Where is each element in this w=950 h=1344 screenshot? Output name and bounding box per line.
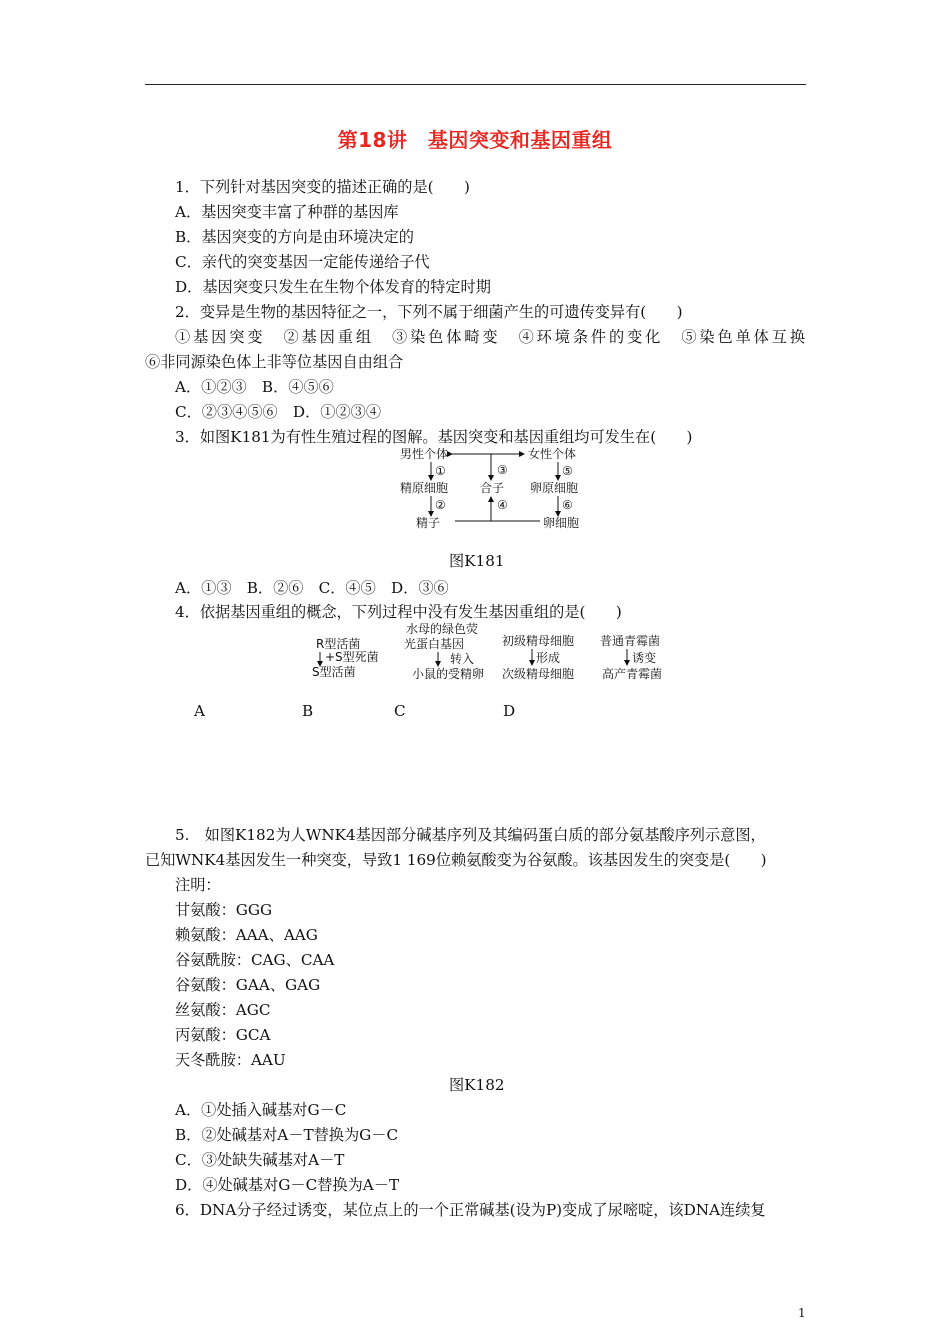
q5-codon-lys: 赖氨酸：AAA、AAG — [175, 926, 318, 944]
fig-zygote: 合子 — [480, 481, 505, 495]
q1-stem: 1．下列针对基因突变的描述正确的是( ) — [175, 178, 470, 196]
q1-option-c: C．亲代的突变基因一定能传递给子代 — [175, 253, 430, 271]
q2-option-ab: A．①②③ B．④⑤⑥ — [175, 378, 334, 396]
q1-option-d: D．基因突变只发生在生物个体发育的特定时期 — [175, 278, 491, 296]
q4-label-a: A — [194, 702, 205, 720]
q4-label-c: C — [394, 702, 406, 720]
q4b-mid: 转入 — [450, 652, 475, 666]
figure-k181 — [390, 446, 600, 534]
fig-female: 女性个体 — [528, 447, 577, 461]
q4b-top1: 水母的绿色荧 — [406, 622, 479, 636]
q5-option-d: D．④处碱基对G－C替换为A－T — [175, 1176, 400, 1194]
q4-figures — [300, 620, 700, 686]
q4c-top: 初级精母细胞 — [502, 634, 575, 648]
q4-stem: 4．依据基因重组的概念，下列过程中没有发生基因重组的是( ) — [175, 603, 622, 621]
q4a-mid: +S型死菌 — [325, 650, 379, 664]
fig-n2: ② — [435, 498, 446, 512]
fig-sperm: 精子 — [416, 516, 441, 530]
figure-k182-caption: 图K182 — [449, 1076, 505, 1094]
q4d-mid: 诱变 — [632, 651, 657, 665]
q4b-top2: 光蛋白基因 — [404, 637, 465, 651]
q2-stem: 2．变异是生物的基因特征之一，下列不属于细菌产生的可遗传变异有( ) — [175, 303, 683, 321]
q1-option-a: A．基因突变丰富了种群的基因库 — [175, 203, 399, 221]
q4a-top: R型活菌 — [316, 637, 361, 651]
q5-note: 注明： — [175, 876, 221, 894]
q1-option-b: B．基因突变的方向是由环境决定的 — [175, 228, 414, 246]
q4-label-b: B — [302, 702, 314, 720]
fig-male: 男性个体 — [400, 447, 449, 461]
figure-k181-caption: 图K181 — [449, 552, 505, 570]
fig-n5: ⑤ — [562, 464, 573, 478]
q4d-top: 普通青霉菌 — [600, 634, 661, 648]
q4-label-d: D — [503, 702, 516, 720]
q5-codon-asn: 天冬酰胺：AAU — [175, 1051, 286, 1069]
fig-n3: ③ — [497, 463, 508, 477]
q6-stem: 6．DNA分子经过诱变，某位点上的一个正常碱基(设为P)变成了尿嘧啶，该DNA连续复 — [175, 1201, 766, 1219]
fig-n1: ① — [435, 464, 446, 478]
q5-codon-ser: 丝氨酸：AGC — [175, 1001, 271, 1019]
q5-option-a: A．①处插入碱基对G－C — [175, 1101, 347, 1119]
q5-option-c: C．③处缺失碱基对A－T — [175, 1151, 345, 1169]
q2-items-line1: ①基因突变 ②基因重组 ③染色体畸变 ④环境条件的变化 ⑤染色单体互换 — [175, 328, 805, 346]
page-number: 1 — [798, 1306, 806, 1320]
q5-codon-gly: 甘氨酸：GGG — [175, 901, 273, 919]
q4b-bottom: 小鼠的受精卵 — [412, 667, 485, 681]
q4c-mid: 形成 — [536, 651, 561, 665]
q3-stem: 3．如图K181为有性生殖过程的图解。基因突变和基因重组均可发生在( ) — [175, 428, 693, 446]
fig-oogonium: 卵原细胞 — [530, 481, 579, 495]
q5-stem-line1: 5. 如图K182为人WNK4基因部分碱基序列及其编码蛋白质的部分氨基酸序列示意图， — [175, 826, 766, 844]
q5-codon-gln: 谷氨酰胺：CAG、CAA — [175, 951, 335, 969]
q4c-bottom: 次级精母细胞 — [502, 667, 575, 681]
q3-options: A．①③ B．②⑥ C．④⑤ D．③⑥ — [175, 579, 449, 597]
fig-spermatogonium: 精原细胞 — [400, 481, 449, 495]
q2-items-line2: ⑥非同源染色体上非等位基因自由组合 — [145, 353, 404, 371]
q5-option-b: B．②处碱基对A－T替换为G－C — [175, 1126, 399, 1144]
q2-option-cd: C．②③④⑤⑥ D．①②③④ — [175, 403, 382, 421]
q5-codon-ala: 丙氨酸：GCA — [175, 1026, 271, 1044]
q4a-bottom: S型活菌 — [312, 665, 356, 679]
q4d-bottom: 高产青霉菌 — [602, 667, 663, 681]
fig-egg: 卵细胞 — [543, 516, 580, 530]
page-title: 第18讲 基因突变和基因重组 — [337, 128, 613, 152]
fig-n6: ⑥ — [562, 498, 573, 512]
header-rule — [145, 84, 806, 85]
fig-n4: ④ — [497, 498, 508, 512]
q5-stem-line2: 已知WNK4基因发生一种突变，导致1 169位赖氨酸变为谷氨酸。该基因发生的突变是( ) — [145, 851, 767, 869]
q5-codon-glu: 谷氨酸：GAA、GAG — [175, 976, 321, 994]
